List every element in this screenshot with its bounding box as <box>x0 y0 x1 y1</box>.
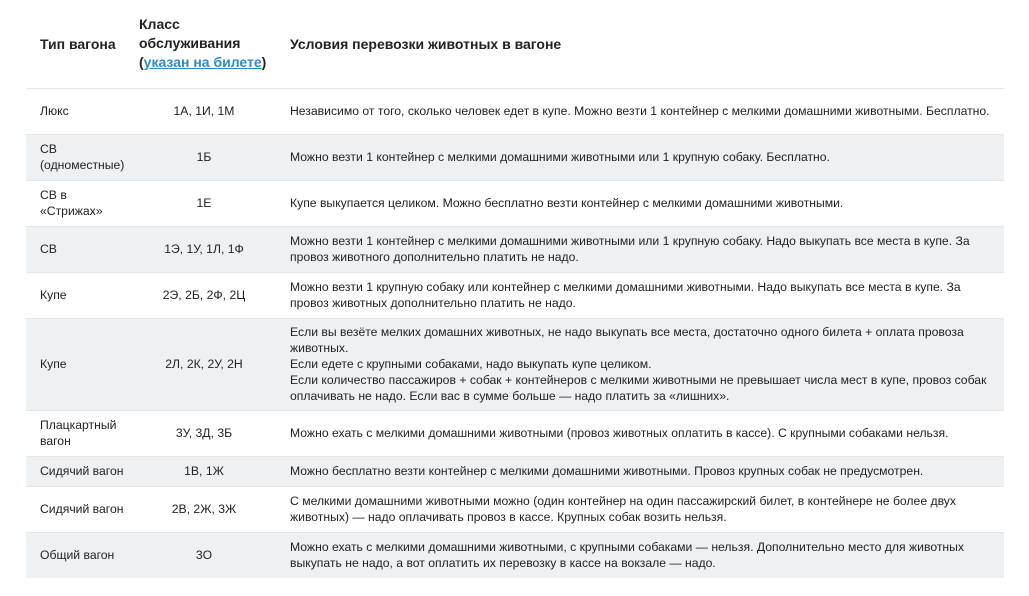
car-type-cell: СВ (одноместные) <box>40 142 125 172</box>
service-class-cell: 2Л, 2К, 2У, 2Н <box>165 357 243 371</box>
car-type-cell: Люкс <box>40 104 69 118</box>
table-row <box>26 532 1004 578</box>
conditions-cell <box>278 456 1004 486</box>
conditions-cell <box>278 410 1004 456</box>
conditions-cell <box>278 532 1004 578</box>
condition-line: С мелкими домашними животными можно (один контейнер на один пассажирский билет, в контейнере не более двух животных) — надо оплачивать провоз в кассе. Крупных собак возить нельзя. <box>290 494 956 524</box>
condition-line: Если вы везёте мелких домашних животных, не надо выкупать все места, достаточно одного билета + оплата провоза животных. <box>290 325 964 355</box>
conditions-cell <box>278 180 1004 226</box>
conditions-cell <box>278 134 1004 180</box>
condition-line: Можно ехать с мелкими домашними животными (провоз животных оплатить в кассе). С крупными собаками нельзя. <box>290 426 949 440</box>
car-type-cell: Купе <box>40 288 67 302</box>
conditions-cell <box>278 318 1004 410</box>
table-row <box>26 456 1004 486</box>
condition-line: Можно везти 1 контейнер с мелкими домашними животными или 1 крупную собаку. Бесплатно. <box>290 150 830 164</box>
car-type-cell: Плацкартный вагон <box>40 418 117 448</box>
service-class-cell: 3О <box>195 548 213 563</box>
condition-line: Можно ехать с мелкими домашними животными, с крупными собаками — нельзя. Дополнительно место для животных выкупать не надо, а вот оплатить их перевозку в кассе на вокзале — надо. <box>290 540 964 571</box>
car-type-cell: Общий вагон <box>40 548 115 563</box>
service-class-cell: 2Э, 2Б, 2Ф, 2Ц <box>162 288 246 302</box>
service-class-cell: 2В, 2Ж, 3Ж <box>171 502 237 516</box>
header-service-class-text: Класс обслуживания <box>139 16 241 52</box>
service-class-cell: 3У, 3Д, 3Б <box>175 426 233 440</box>
service-class-cell: 1А, 1И, 1М <box>173 104 235 118</box>
table-row <box>26 318 1004 410</box>
car-type-cell: Купе <box>40 357 67 371</box>
table-row <box>26 180 1004 226</box>
header-conditions: Условия перевозки животных в вагоне <box>290 35 562 52</box>
condition-line: Можно везти 1 крупную собаку или контейнер с мелкими домашними животными. Надо выкупать все места в купе. За провоз животных дополнительно платить не надо. <box>290 280 961 310</box>
car-type-cell: Сидячий вагон <box>40 502 124 516</box>
ticket-link[interactable]: указан на билете <box>143 54 262 71</box>
service-class-cell: 1Э, 1У, 1Л, 1Ф <box>164 242 244 256</box>
condition-line: Если количество пассажиров + собак + контейнеров с мелкими животными не превышает числа мест в купе, провоз собак оплачивать не надо. Если вас в сумме больше — надо платить за «лишних». <box>290 373 987 403</box>
service-class-cell: 1Б <box>196 150 212 164</box>
condition-line: Можно бесплатно везти контейнер с мелкими домашними животными. Провоз крупных собак не предусмотрен. <box>290 464 924 478</box>
table-row <box>26 226 1004 272</box>
conditions-cell <box>278 226 1004 272</box>
table-row <box>26 486 1004 532</box>
table-row <box>26 272 1004 318</box>
table-row <box>26 134 1004 180</box>
conditions-cell <box>278 88 1004 134</box>
conditions-cell <box>278 272 1004 318</box>
service-class-cell: 1Е <box>196 196 212 210</box>
header-service-class: Класс обслуживания (указан на билете) <box>139 16 267 71</box>
condition-line: Купе выкупается целиком. Можно бесплатно везти контейнер с мелкими домашними животными. <box>290 196 844 210</box>
service-class-cell: 1В, 1Ж <box>184 464 224 478</box>
table-header <box>26 0 1004 88</box>
header-car-type: Тип вагона <box>40 35 116 52</box>
car-type-cell: СВ <box>40 242 57 256</box>
table-row <box>26 410 1004 456</box>
condition-line: Если едете с крупными собаками, надо выкупать купе целиком. <box>290 357 652 371</box>
car-type-cell: Сидячий вагон <box>40 464 124 478</box>
conditions-cell <box>278 486 1004 532</box>
table-row <box>26 88 1004 134</box>
table-body <box>26 88 1004 578</box>
condition-line: Независимо от того, сколько человек едет в купе. Можно везти 1 контейнер с мелкими домашними животными. Бесплатно. <box>290 104 990 118</box>
condition-line: Можно везти 1 контейнер с мелкими домашними животными или 1 крупную собаку. Надо выкупать все места в купе. За провоз животного дополнительно платить не надо. <box>290 234 970 264</box>
car-type-cell: СВ в «Стрижах» <box>40 188 103 218</box>
pet-transport-table <box>26 0 1004 578</box>
